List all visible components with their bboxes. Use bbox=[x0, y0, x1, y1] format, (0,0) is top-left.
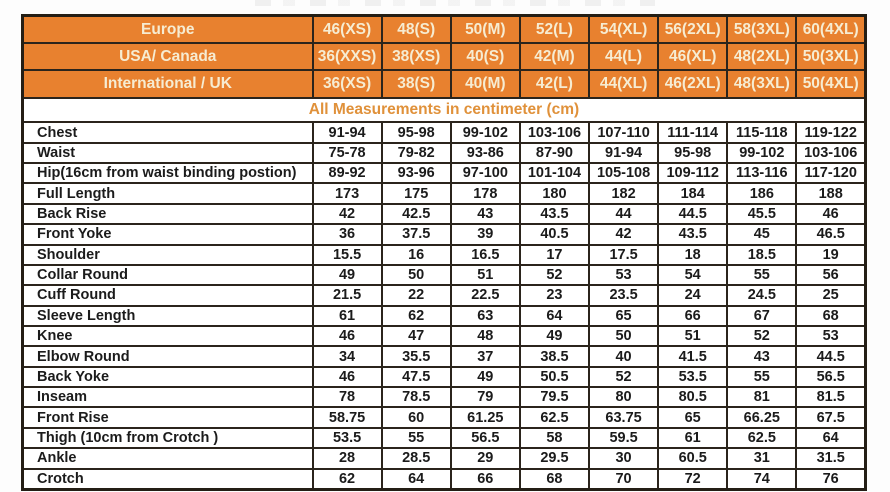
measurement-value-cell: 68 bbox=[796, 306, 865, 326]
measurement-row bbox=[23, 469, 866, 490]
measurement-value-cell: 53 bbox=[796, 326, 865, 346]
measurement-label: Sleeve Length bbox=[23, 306, 313, 326]
measurement-row bbox=[23, 204, 866, 224]
measurement-value-cell: 22 bbox=[382, 285, 451, 305]
measurement-value-cell: 24 bbox=[658, 285, 727, 305]
measurement-value-cell: 44.5 bbox=[796, 346, 865, 366]
size-cell: 36(XS) bbox=[313, 70, 382, 97]
measurement-value-cell: 76 bbox=[796, 469, 865, 490]
measurement-value-cell: 103-106 bbox=[520, 122, 589, 142]
measurement-value-cell: 62 bbox=[313, 469, 382, 490]
measurement-value-cell: 81.5 bbox=[796, 387, 865, 407]
measurement-value-cell: 61 bbox=[313, 306, 382, 326]
measurement-value-cell: 34 bbox=[313, 346, 382, 366]
measurement-label: Full Length bbox=[23, 183, 313, 203]
measurement-row bbox=[23, 285, 866, 305]
measurement-value-cell: 53.5 bbox=[658, 367, 727, 387]
size-system-row bbox=[23, 16, 866, 44]
measurement-row bbox=[23, 224, 866, 244]
size-cell: 48(S) bbox=[382, 16, 451, 44]
measurement-value-cell: 78.5 bbox=[382, 387, 451, 407]
measurement-value-cell: 58.75 bbox=[313, 407, 382, 427]
measurement-label: Front Rise bbox=[23, 407, 313, 427]
measurement-value-cell: 93-96 bbox=[382, 163, 451, 183]
measurement-row bbox=[23, 346, 866, 366]
measurement-value-cell: 35.5 bbox=[382, 346, 451, 366]
measurement-value-cell: 43.5 bbox=[658, 224, 727, 244]
measurement-value-cell: 79.5 bbox=[520, 387, 589, 407]
size-cell: 38(XS) bbox=[382, 43, 451, 70]
size-cell: 38(S) bbox=[382, 70, 451, 97]
measurement-value-cell: 28 bbox=[313, 448, 382, 468]
measurement-value-cell: 44.5 bbox=[658, 204, 727, 224]
measurement-value-cell: 80.5 bbox=[658, 387, 727, 407]
measurement-value-cell: 50.5 bbox=[520, 367, 589, 387]
measurement-value-cell: 60 bbox=[382, 407, 451, 427]
measurement-value-cell: 59.5 bbox=[589, 428, 658, 448]
measurement-value-cell: 93-86 bbox=[451, 143, 520, 163]
size-cell: 54(XL) bbox=[589, 16, 658, 44]
measurement-value-cell: 65 bbox=[658, 407, 727, 427]
measurement-value-cell: 23.5 bbox=[589, 285, 658, 305]
measurement-value-cell: 107-110 bbox=[589, 122, 658, 142]
measurement-value-cell: 19 bbox=[796, 245, 865, 265]
size-cell: 46(XS) bbox=[313, 16, 382, 44]
units-note: All Measurements in centimeter (cm) bbox=[23, 98, 866, 123]
size-cell: 46(XL) bbox=[658, 43, 727, 70]
measurement-label: Back Yoke bbox=[23, 367, 313, 387]
measurement-value-cell: 43.5 bbox=[520, 204, 589, 224]
measurement-value-cell: 61 bbox=[658, 428, 727, 448]
measurement-value-cell: 103-106 bbox=[796, 143, 865, 163]
measurement-value-cell: 22.5 bbox=[451, 285, 520, 305]
measurement-value-cell: 17 bbox=[520, 245, 589, 265]
measurement-value-cell: 17.5 bbox=[589, 245, 658, 265]
measurement-label: Front Yoke bbox=[23, 224, 313, 244]
measurement-value-cell: 42 bbox=[313, 204, 382, 224]
measurement-value-cell: 63 bbox=[451, 306, 520, 326]
measurement-value-cell: 62.5 bbox=[727, 428, 796, 448]
measurement-value-cell: 49 bbox=[520, 326, 589, 346]
size-system-label: Europe bbox=[23, 16, 313, 44]
measurement-value-cell: 58 bbox=[520, 428, 589, 448]
cropped-title-remnant bbox=[255, 0, 655, 6]
measurement-value-cell: 60.5 bbox=[658, 448, 727, 468]
size-cell: 58(3XL) bbox=[727, 16, 796, 44]
measurement-value-cell: 99-102 bbox=[451, 122, 520, 142]
size-cell: 50(M) bbox=[451, 16, 520, 44]
size-system-label: International / UK bbox=[23, 70, 313, 97]
measurement-value-cell: 42 bbox=[589, 224, 658, 244]
measurement-label: Elbow Round bbox=[23, 346, 313, 366]
size-cell: 48(2XL) bbox=[727, 43, 796, 70]
units-note-row bbox=[23, 98, 866, 123]
measurement-label: Inseam bbox=[23, 387, 313, 407]
measurement-value-cell: 74 bbox=[727, 469, 796, 490]
measurement-value-cell: 109-112 bbox=[658, 163, 727, 183]
measurements-body bbox=[23, 122, 866, 489]
measurement-value-cell: 36 bbox=[313, 224, 382, 244]
measurement-row bbox=[23, 387, 866, 407]
measurement-value-cell: 115-118 bbox=[727, 122, 796, 142]
measurement-value-cell: 37 bbox=[451, 346, 520, 366]
measurement-label: Collar Round bbox=[23, 265, 313, 285]
measurement-value-cell: 79-82 bbox=[382, 143, 451, 163]
measurement-value-cell: 81 bbox=[727, 387, 796, 407]
measurement-value-cell: 178 bbox=[451, 183, 520, 203]
measurement-value-cell: 117-120 bbox=[796, 163, 865, 183]
measurement-value-cell: 184 bbox=[658, 183, 727, 203]
measurement-value-cell: 182 bbox=[589, 183, 658, 203]
measurement-value-cell: 53 bbox=[589, 265, 658, 285]
measurement-value-cell: 51 bbox=[658, 326, 727, 346]
measurement-value-cell: 29 bbox=[451, 448, 520, 468]
measurement-value-cell: 16 bbox=[382, 245, 451, 265]
measurement-value-cell: 52 bbox=[589, 367, 658, 387]
size-system-label: USA/ Canada bbox=[23, 43, 313, 70]
measurement-value-cell: 45 bbox=[727, 224, 796, 244]
measurement-value-cell: 46.5 bbox=[796, 224, 865, 244]
measurement-value-cell: 175 bbox=[382, 183, 451, 203]
measurement-row bbox=[23, 143, 866, 163]
measurement-value-cell: 49 bbox=[313, 265, 382, 285]
measurement-value-cell: 24.5 bbox=[727, 285, 796, 305]
measurement-value-cell: 173 bbox=[313, 183, 382, 203]
measurement-value-cell: 42.5 bbox=[382, 204, 451, 224]
measurement-value-cell: 43 bbox=[451, 204, 520, 224]
measurement-value-cell: 56.5 bbox=[796, 367, 865, 387]
measurement-value-cell: 56.5 bbox=[451, 428, 520, 448]
measurement-row bbox=[23, 163, 866, 183]
measurement-value-cell: 51 bbox=[451, 265, 520, 285]
measurement-row bbox=[23, 326, 866, 346]
measurement-row bbox=[23, 306, 866, 326]
measurement-value-cell: 67 bbox=[727, 306, 796, 326]
measurement-value-cell: 47 bbox=[382, 326, 451, 346]
measurement-value-cell: 62.5 bbox=[520, 407, 589, 427]
measurement-value-cell: 101-104 bbox=[520, 163, 589, 183]
measurement-label: Hip(16cm from waist binding postion) bbox=[23, 163, 313, 183]
measurement-value-cell: 64 bbox=[796, 428, 865, 448]
size-cell: 56(2XL) bbox=[658, 16, 727, 44]
measurement-value-cell: 46 bbox=[313, 326, 382, 346]
size-system-header bbox=[23, 16, 866, 98]
size-cell: 40(M) bbox=[451, 70, 520, 97]
measurement-label: Ankle bbox=[23, 448, 313, 468]
size-chart-table bbox=[21, 14, 867, 491]
measurement-value-cell: 119-122 bbox=[796, 122, 865, 142]
measurement-value-cell: 46 bbox=[796, 204, 865, 224]
measurement-value-cell: 53.5 bbox=[313, 428, 382, 448]
measurement-value-cell: 80 bbox=[589, 387, 658, 407]
size-cell: 46(2XL) bbox=[658, 70, 727, 97]
size-cell: 50(3XL) bbox=[796, 43, 865, 70]
size-cell: 42(M) bbox=[520, 43, 589, 70]
measurement-value-cell: 95-98 bbox=[382, 122, 451, 142]
measurement-value-cell: 41.5 bbox=[658, 346, 727, 366]
measurement-value-cell: 39 bbox=[451, 224, 520, 244]
measurement-value-cell: 44 bbox=[589, 204, 658, 224]
measurement-value-cell: 31 bbox=[727, 448, 796, 468]
measurement-row bbox=[23, 122, 866, 142]
measurement-value-cell: 186 bbox=[727, 183, 796, 203]
measurement-value-cell: 99-102 bbox=[727, 143, 796, 163]
measurement-value-cell: 45.5 bbox=[727, 204, 796, 224]
size-cell: 44(L) bbox=[589, 43, 658, 70]
measurement-value-cell: 66 bbox=[658, 306, 727, 326]
measurement-value-cell: 67.5 bbox=[796, 407, 865, 427]
measurement-value-cell: 31.5 bbox=[796, 448, 865, 468]
measurement-value-cell: 50 bbox=[589, 326, 658, 346]
measurement-label: Knee bbox=[23, 326, 313, 346]
measurement-value-cell: 55 bbox=[727, 367, 796, 387]
size-cell: 40(S) bbox=[451, 43, 520, 70]
measurement-value-cell: 23 bbox=[520, 285, 589, 305]
size-cell: 48(3XL) bbox=[727, 70, 796, 97]
measurement-value-cell: 89-92 bbox=[313, 163, 382, 183]
measurement-value-cell: 62 bbox=[382, 306, 451, 326]
measurement-value-cell: 78 bbox=[313, 387, 382, 407]
measurement-value-cell: 40.5 bbox=[520, 224, 589, 244]
measurement-label: Chest bbox=[23, 122, 313, 142]
measurement-value-cell: 66.25 bbox=[727, 407, 796, 427]
measurement-label: Thigh (10cm from Crotch ) bbox=[23, 428, 313, 448]
measurement-label: Waist bbox=[23, 143, 313, 163]
measurement-value-cell: 54 bbox=[658, 265, 727, 285]
measurement-value-cell: 40 bbox=[589, 346, 658, 366]
measurement-value-cell: 105-108 bbox=[589, 163, 658, 183]
measurement-value-cell: 38.5 bbox=[520, 346, 589, 366]
measurement-value-cell: 70 bbox=[589, 469, 658, 490]
measurement-value-cell: 46 bbox=[313, 367, 382, 387]
measurement-value-cell: 56 bbox=[796, 265, 865, 285]
measurement-row bbox=[23, 448, 866, 468]
measurement-label: Shoulder bbox=[23, 245, 313, 265]
measurement-value-cell: 63.75 bbox=[589, 407, 658, 427]
measurement-label: Cuff Round bbox=[23, 285, 313, 305]
size-cell: 60(4XL) bbox=[796, 16, 865, 44]
size-system-row bbox=[23, 70, 866, 97]
measurement-value-cell: 66 bbox=[451, 469, 520, 490]
measurement-value-cell: 28.5 bbox=[382, 448, 451, 468]
measurement-value-cell: 52 bbox=[727, 326, 796, 346]
measurement-value-cell: 91-94 bbox=[313, 122, 382, 142]
measurement-value-cell: 79 bbox=[451, 387, 520, 407]
measurement-value-cell: 16.5 bbox=[451, 245, 520, 265]
measurement-value-cell: 37.5 bbox=[382, 224, 451, 244]
units-note-section bbox=[23, 98, 866, 123]
measurement-value-cell: 15.5 bbox=[313, 245, 382, 265]
measurement-value-cell: 55 bbox=[382, 428, 451, 448]
measurement-value-cell: 18.5 bbox=[727, 245, 796, 265]
measurement-row bbox=[23, 265, 866, 285]
measurement-value-cell: 48 bbox=[451, 326, 520, 346]
measurement-value-cell: 111-114 bbox=[658, 122, 727, 142]
measurement-value-cell: 18 bbox=[658, 245, 727, 265]
measurement-value-cell: 61.25 bbox=[451, 407, 520, 427]
measurement-value-cell: 72 bbox=[658, 469, 727, 490]
measurement-value-cell: 25 bbox=[796, 285, 865, 305]
measurement-value-cell: 30 bbox=[589, 448, 658, 468]
measurement-value-cell: 188 bbox=[796, 183, 865, 203]
measurement-label: Back Rise bbox=[23, 204, 313, 224]
measurement-value-cell: 55 bbox=[727, 265, 796, 285]
measurement-value-cell: 50 bbox=[382, 265, 451, 285]
measurement-row bbox=[23, 245, 866, 265]
measurement-value-cell: 29.5 bbox=[520, 448, 589, 468]
size-cell: 42(L) bbox=[520, 70, 589, 97]
measurement-value-cell: 113-116 bbox=[727, 163, 796, 183]
size-cell: 52(L) bbox=[520, 16, 589, 44]
measurement-row bbox=[23, 407, 866, 427]
measurement-label: Crotch bbox=[23, 469, 313, 490]
measurement-value-cell: 180 bbox=[520, 183, 589, 203]
measurement-value-cell: 97-100 bbox=[451, 163, 520, 183]
measurement-value-cell: 75-78 bbox=[313, 143, 382, 163]
size-cell: 44(XL) bbox=[589, 70, 658, 97]
measurement-value-cell: 47.5 bbox=[382, 367, 451, 387]
measurement-row bbox=[23, 428, 866, 448]
measurement-row bbox=[23, 183, 866, 203]
measurement-value-cell: 52 bbox=[520, 265, 589, 285]
measurement-value-cell: 64 bbox=[520, 306, 589, 326]
size-system-row bbox=[23, 43, 866, 70]
measurement-value-cell: 64 bbox=[382, 469, 451, 490]
measurement-value-cell: 43 bbox=[727, 346, 796, 366]
measurement-value-cell: 49 bbox=[451, 367, 520, 387]
measurement-value-cell: 21.5 bbox=[313, 285, 382, 305]
measurement-value-cell: 68 bbox=[520, 469, 589, 490]
size-cell: 50(4XL) bbox=[796, 70, 865, 97]
measurement-value-cell: 65 bbox=[589, 306, 658, 326]
measurement-value-cell: 91-94 bbox=[589, 143, 658, 163]
measurement-value-cell: 87-90 bbox=[520, 143, 589, 163]
measurement-value-cell: 95-98 bbox=[658, 143, 727, 163]
measurement-row bbox=[23, 367, 866, 387]
size-cell: 36(XXS) bbox=[313, 43, 382, 70]
